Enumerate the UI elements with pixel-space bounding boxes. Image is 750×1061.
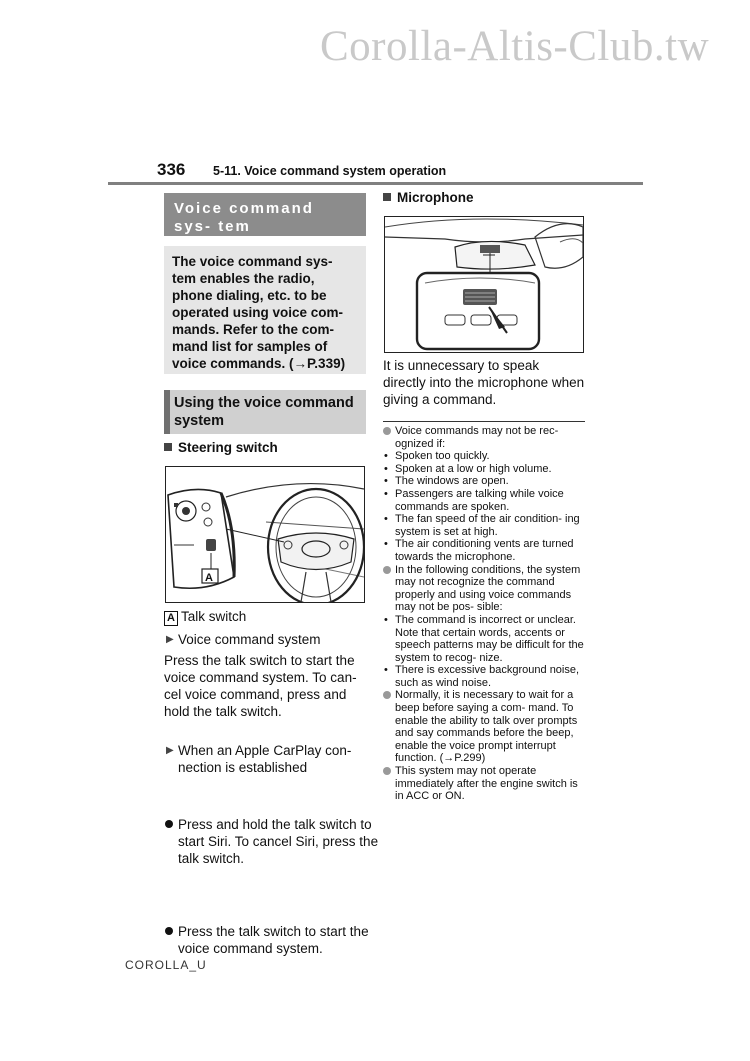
carplay-bullet-voice	[164, 923, 380, 957]
triangle-bullet-icon: ▶	[166, 745, 174, 756]
section-title: 5-11. Voice command system operation	[213, 164, 447, 178]
header-rule	[108, 182, 643, 185]
note-engine-text: This system may not operate immediately after the engine switch is in ACC or ON.	[395, 765, 578, 803]
note-item: • Passengers are talking while voice commands are spoken.	[384, 487, 564, 513]
note-dot-icon	[383, 767, 391, 775]
microphone-heading-text: Microphone	[397, 190, 474, 205]
note-item-text: Spoken too quickly.	[395, 450, 490, 463]
note-dot-icon	[383, 691, 391, 699]
note-dot-icon	[383, 566, 391, 574]
carplay-bullet-siri-text: Press and hold the talk switch to start Siri. To cancel Siri, press the talk switch.	[178, 817, 379, 866]
note-dot-icon	[383, 427, 391, 435]
microphone-caption: It is unnecessary to speak directly into the microphone when giving a command.	[383, 358, 585, 407]
note-item-text: The fan speed of the air condition- ing system is set at high.	[395, 513, 580, 538]
steering-switch-illustration	[165, 466, 365, 603]
note-item: • The air conditioning vents are turned towards the microphone.	[384, 538, 574, 563]
intro-text: The voice command sys- tem enables the radio, phone dialing, etc. to be operated using voice com- mands. Refer to the com- mand list for samples of voice commands. (→P.339)	[164, 246, 366, 374]
talk-switch-paragraph: Press the talk switch to start the voice command system. To can- cel voice command, press and hold the talk switch.	[164, 653, 357, 719]
footer-label: COROLLA_U	[125, 958, 207, 972]
carplay-bullet-voice-text: Press the talk switch to start the voice command system.	[178, 924, 369, 956]
notes-list	[383, 425, 585, 803]
square-bullet-icon	[383, 193, 391, 201]
note-item: • Spoken at a low or high volume.	[384, 462, 552, 475]
bullet-dot-icon	[165, 927, 173, 935]
bullet-dot-icon	[165, 820, 173, 828]
note-beep-text: Normally, it is necessary to wait for a beep before saying a com- mand. To enable the ability to talk over prompts and say commands before the beep, enable the voice prompt interrupt function. (→P.299)	[395, 689, 578, 765]
talk-switch-callout	[164, 608, 366, 626]
square-bullet-icon	[164, 443, 172, 451]
note-recognition	[383, 425, 585, 450]
triangle-bullet-icon: ▶	[166, 634, 174, 645]
microphone-illustration	[384, 216, 584, 353]
sub-heading-voice-command	[164, 631, 380, 648]
note-item: • The command is incorrect or unclear. Note that certain words, accents or speech patterns may be difficult for the system to recog- nize.	[384, 613, 584, 664]
note-conditions	[383, 564, 585, 614]
notes-rule	[383, 421, 585, 422]
intro-heading: Voice command sys- tem	[164, 193, 366, 236]
using-heading: Using the voice command system	[164, 390, 366, 434]
note-item-text: The air conditioning vents are turned towards the microphone.	[395, 538, 574, 563]
microphone-heading	[383, 190, 585, 205]
note-conditions-text: In the following conditions, the system may not recognize the command properly and using voice commands may not be pos- sible:	[395, 563, 581, 614]
note-engine	[383, 765, 585, 803]
carplay-bullet-siri	[164, 816, 380, 867]
callout-tag-a: A	[164, 611, 178, 626]
steering-switch-heading-text: Steering switch	[178, 440, 278, 455]
microphone-drawing	[385, 217, 583, 352]
note-item-text: Spoken at a low or high volume.	[395, 462, 552, 475]
note-item-text: Passengers are talking while voice commands are spoken.	[395, 487, 564, 513]
note-item: • The fan speed of the air condition- ing system is set at high.	[384, 513, 580, 538]
note-item: • The windows are open.	[384, 475, 509, 488]
sub-heading-carplay	[164, 742, 380, 776]
note-item-text: There is excessive background noise, such as wind noise.	[395, 664, 580, 689]
note-item: • There is excessive background noise, such as wind noise.	[384, 664, 580, 689]
note-recognition-text: Voice commands may not be rec- ognized if:	[395, 425, 559, 450]
sub-heading-voice-command-text: Voice command system	[178, 632, 321, 647]
page-number: 336	[157, 160, 186, 179]
steering-switch-heading	[164, 440, 366, 455]
figure-label-a: A	[205, 572, 213, 584]
note-beep	[383, 689, 585, 765]
watermark: Corolla-Altis-Club.tw	[320, 23, 710, 70]
note-item: • Spoken too quickly.	[384, 450, 490, 463]
note-item-text: The windows are open.	[395, 475, 509, 488]
talk-switch-callout-text: Talk switch	[181, 609, 247, 624]
note-item-text: The command is incorrect or unclear. Note that certain words, accents or speech patterns may be difficult for the system to recog- nize.	[395, 613, 584, 664]
steering-wheel-drawing	[166, 467, 364, 602]
sub-heading-carplay-text: When an Apple CarPlay con- nection is established	[178, 743, 352, 775]
